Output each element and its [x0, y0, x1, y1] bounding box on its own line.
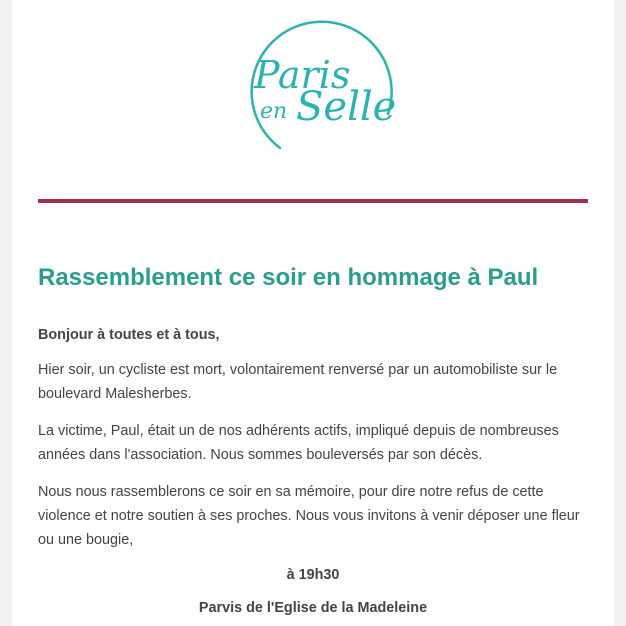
paragraph-3: Nous nous rassemblerons ce soir en sa mémoire, pour dire notre refus de cette violence et notre soutien à ses proches. Nous vous invitons à venir déposer une fleur ou une bougie,	[38, 484, 580, 548]
email-headline: Rassemblement ce soir en hommage à Paul	[38, 264, 539, 291]
logo-text-paris: Paris	[254, 53, 351, 97]
logo-text-en: en	[260, 99, 288, 124]
paragraph-1: Hier soir, un cycliste est mort, volontairement renversé par un automobiliste sur le boulevard Malesherbes.	[38, 362, 558, 402]
greeting-text: Bonjour à toutes et à tous,	[38, 327, 220, 343]
email-body	[12, 0, 614, 626]
logo-text-selle: Selle	[296, 84, 397, 130]
event-time: à 19h30	[286, 567, 340, 583]
paragraph-2: La victime, Paul, était un de nos adhérents actifs, impliqué depuis de nombreuses années dans l'association. Nous sommes bouleversés par son décès.	[38, 423, 559, 463]
event-place: Parvis de l'Eglise de la Madeleine	[198, 600, 428, 616]
header-divider	[38, 199, 588, 203]
paris-en-selle-logo	[248, 16, 398, 166]
